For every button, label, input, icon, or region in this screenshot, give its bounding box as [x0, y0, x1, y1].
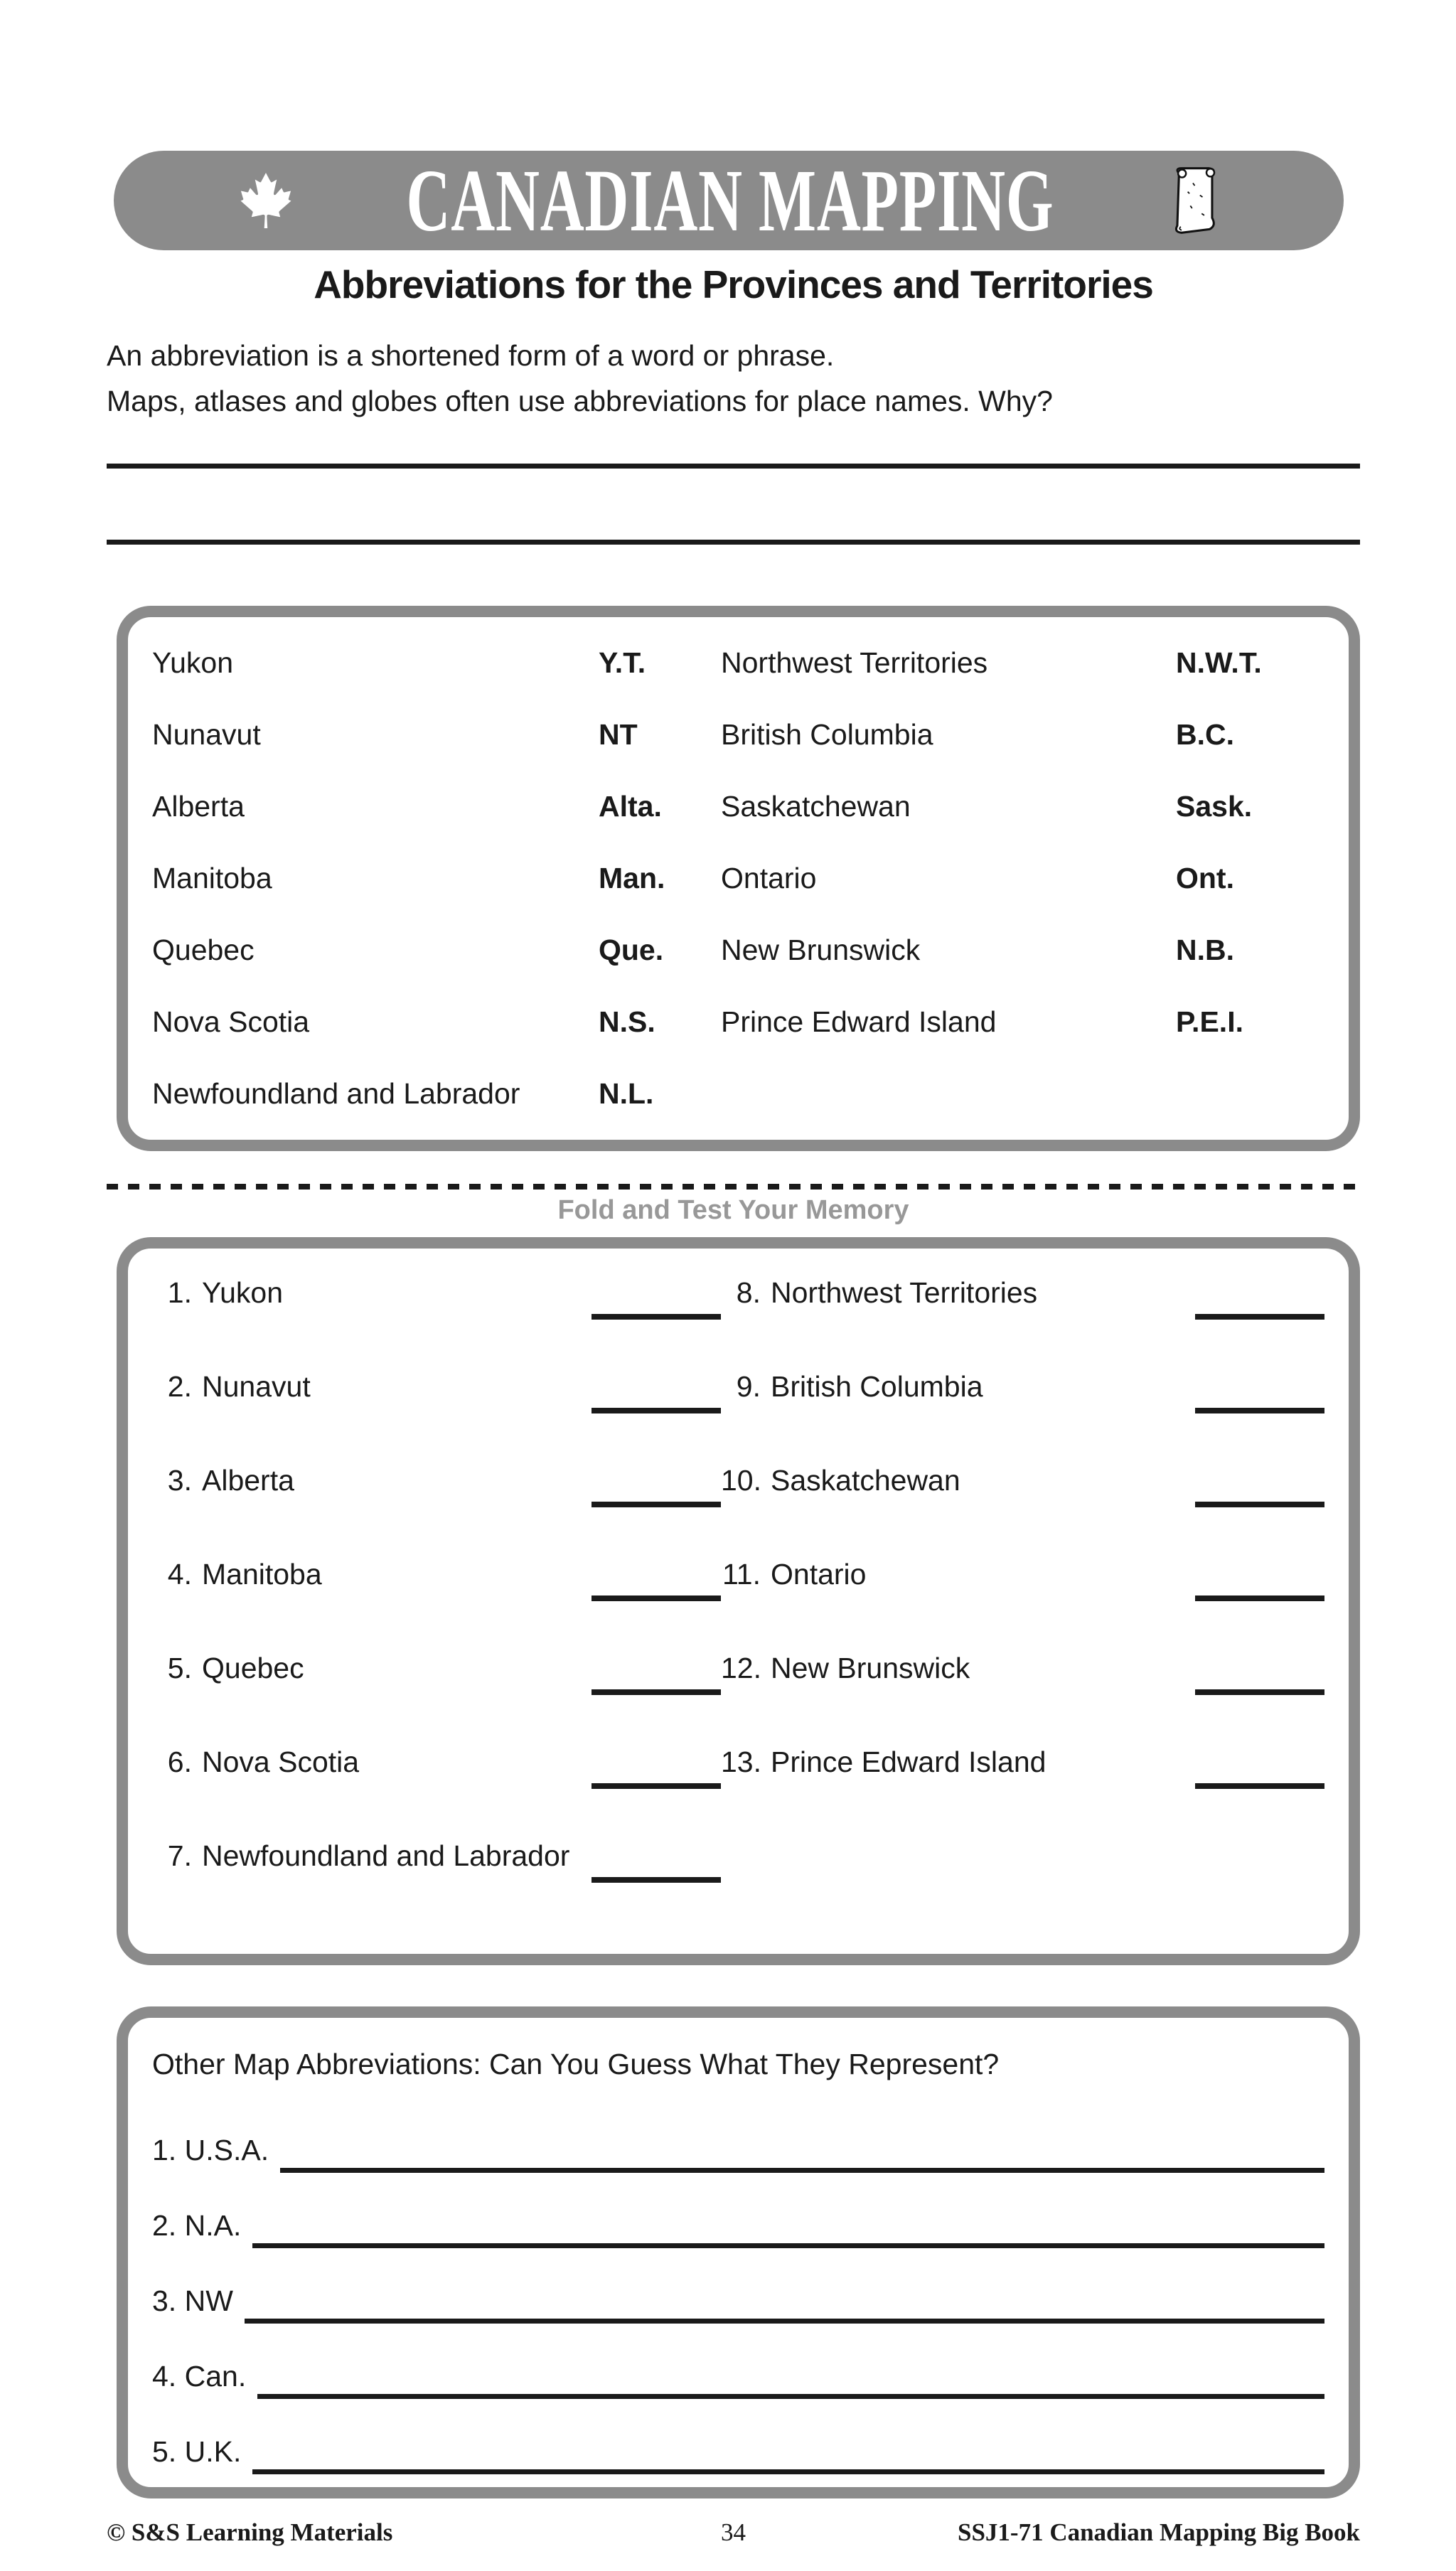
answer-blank	[592, 1595, 721, 1601]
province-name: Northwest Territories	[721, 646, 988, 679]
province-name: Nova Scotia	[152, 1005, 310, 1038]
province-abbr: Que.	[599, 934, 664, 966]
province-abbr: P.E.I.	[1176, 1005, 1243, 1038]
page-title: Abbreviations for the Provinces and Territories	[314, 262, 1153, 306]
item-number: 10.	[721, 1464, 761, 1497]
answer-blank	[592, 1783, 721, 1789]
memory-left-column	[152, 1268, 721, 1925]
province-name: Manitoba	[152, 862, 272, 894]
province-name: Saskatchewan	[721, 790, 911, 823]
item-number: 1.	[152, 2134, 177, 2166]
answer-blank	[592, 1314, 721, 1320]
item-number: 2.	[167, 1370, 192, 1403]
memory-quiz-box	[117, 1237, 1360, 1965]
province-name: British Columbia	[721, 718, 933, 751]
item-label	[152, 2435, 241, 2474]
memory-item	[721, 1362, 1324, 1456]
item-label	[152, 2209, 241, 2248]
item-abbr: U.K.	[184, 2435, 242, 2468]
item-abbr: Can.	[184, 2360, 247, 2393]
memory-item	[721, 1456, 1324, 1550]
province-abbr: B.C.	[1176, 718, 1234, 751]
item-label: British Columbia	[771, 1370, 983, 1403]
item-number: 7.	[167, 1839, 192, 1872]
item-label: Nova Scotia	[202, 1746, 360, 1778]
item-number: 5.	[152, 2435, 177, 2468]
item-number: 6.	[167, 1746, 192, 1778]
item-number: 9.	[736, 1370, 761, 1403]
item-label: Prince Edward Island	[771, 1746, 1046, 1778]
item-abbr: NW	[184, 2284, 233, 2317]
memory-item	[152, 1738, 721, 1832]
answer-fill-line	[280, 2168, 1324, 2173]
abbreviation-table	[117, 606, 1360, 1151]
scroll-icon	[1167, 166, 1219, 235]
province-name: Quebec	[152, 934, 255, 966]
intro-line-2: Maps, atlases and globes often use abbreviations for place names. Why?	[107, 385, 1053, 417]
item-label: Manitoba	[202, 1558, 322, 1591]
province-name: Nunavut	[152, 718, 261, 751]
province-name: Yukon	[152, 646, 233, 679]
item-number: 11.	[722, 1558, 761, 1591]
item-number: 8.	[736, 1276, 761, 1309]
footer	[107, 2518, 1360, 2547]
other-abbreviation-item	[152, 2097, 1324, 2173]
item-label: Saskatchewan	[771, 1464, 960, 1497]
other-abbreviation-item	[152, 2173, 1324, 2248]
province-abbr: Sask.	[1176, 790, 1253, 823]
answer-blank	[1195, 1408, 1324, 1413]
province-abbr: Y.T.	[599, 646, 646, 679]
item-number: 12.	[721, 1652, 761, 1684]
item-label: New Brunswick	[771, 1652, 970, 1684]
intro-line-1: An abbreviation is a shortened form of a word or phrase.	[107, 339, 835, 372]
memory-item	[721, 1644, 1324, 1738]
item-label: Quebec	[202, 1652, 304, 1684]
province-abbr: Man.	[599, 862, 665, 894]
province-name: Newfoundland and Labrador	[152, 1077, 520, 1110]
province-abbr: Alta.	[599, 790, 662, 823]
footer-copyright: © S&S Learning Materials	[107, 2518, 393, 2546]
item-number: 4.	[152, 2360, 177, 2393]
answer-fill-line	[245, 2319, 1324, 2324]
memory-item	[152, 1832, 721, 1925]
memory-item	[721, 1738, 1324, 1832]
item-label	[152, 2134, 269, 2173]
other-abbreviation-item	[152, 2248, 1324, 2324]
memory-item	[721, 1550, 1324, 1644]
answer-blank	[592, 1502, 721, 1507]
province-name: Ontario	[721, 862, 817, 894]
memory-item	[152, 1550, 721, 1644]
answer-fill-line	[252, 2243, 1324, 2248]
answer-blank	[1195, 1502, 1324, 1507]
answer-fill-line	[252, 2469, 1324, 2474]
memory-item	[721, 1268, 1324, 1362]
fold-dashed-line	[107, 1184, 1360, 1190]
province-name: New Brunswick	[721, 934, 921, 966]
item-label: Newfoundland and Labrador	[202, 1839, 570, 1872]
item-number: 4.	[167, 1558, 192, 1591]
answer-blank	[592, 1408, 721, 1413]
province-name: Alberta	[152, 790, 245, 823]
other-abbreviations-heading: Other Map Abbreviations: Can You Guess What They Represent?	[152, 2048, 1000, 2080]
province-abbr: NT	[599, 718, 638, 751]
province-abbr: N.L.	[599, 1077, 654, 1110]
province-abbr: N.W.T.	[1176, 646, 1262, 679]
item-label	[152, 2360, 246, 2399]
answer-line	[107, 464, 1360, 469]
other-abbreviation-item	[152, 2324, 1324, 2399]
item-number: 3.	[152, 2284, 177, 2317]
item-abbr: N.A.	[184, 2209, 242, 2242]
memory-item	[152, 1644, 721, 1738]
memory-item	[152, 1456, 721, 1550]
item-number: 2.	[152, 2209, 177, 2242]
answer-blank	[592, 1877, 721, 1883]
memory-item	[152, 1268, 721, 1362]
answer-blank	[1195, 1689, 1324, 1695]
answer-blank	[1195, 1314, 1324, 1320]
other-abbreviations-box	[117, 2006, 1360, 2498]
answer-blank	[1195, 1595, 1324, 1601]
item-label: Northwest Territories	[771, 1276, 1038, 1309]
footer-book-title: SSJ1-71 Canadian Mapping Big Book	[957, 2518, 1360, 2546]
memory-item	[152, 1362, 721, 1456]
province-abbr: Ont.	[1176, 862, 1234, 894]
province-abbr: N.B.	[1176, 934, 1234, 966]
item-label: Nunavut	[202, 1370, 311, 1403]
answer-blank	[592, 1689, 721, 1695]
answer-line	[107, 540, 1360, 545]
other-abbreviation-item	[152, 2399, 1324, 2474]
province-abbr: N.S.	[599, 1005, 655, 1038]
item-label: Ontario	[771, 1558, 867, 1591]
item-abbr: U.S.A.	[184, 2134, 269, 2166]
item-number: 5.	[167, 1652, 192, 1684]
province-name: Prince Edward Island	[721, 1005, 997, 1038]
memory-right-column	[721, 1268, 1324, 1925]
intro-text	[107, 333, 1360, 424]
item-number: 3.	[167, 1464, 192, 1497]
item-label	[152, 2284, 233, 2324]
item-number: 1.	[167, 1276, 192, 1309]
answer-fill-line	[257, 2394, 1324, 2399]
answer-blank	[1195, 1783, 1324, 1789]
banner	[114, 151, 1344, 250]
footer-page-number: 34	[721, 2518, 746, 2546]
item-number: 13.	[721, 1746, 761, 1778]
item-label: Alberta	[202, 1464, 294, 1497]
fold-label: Fold and Test Your Memory	[557, 1195, 909, 1225]
banner-title: CANADIAN MAPPING	[406, 151, 1054, 250]
item-label: Yukon	[202, 1276, 283, 1309]
maple-leaf-icon	[238, 166, 294, 235]
